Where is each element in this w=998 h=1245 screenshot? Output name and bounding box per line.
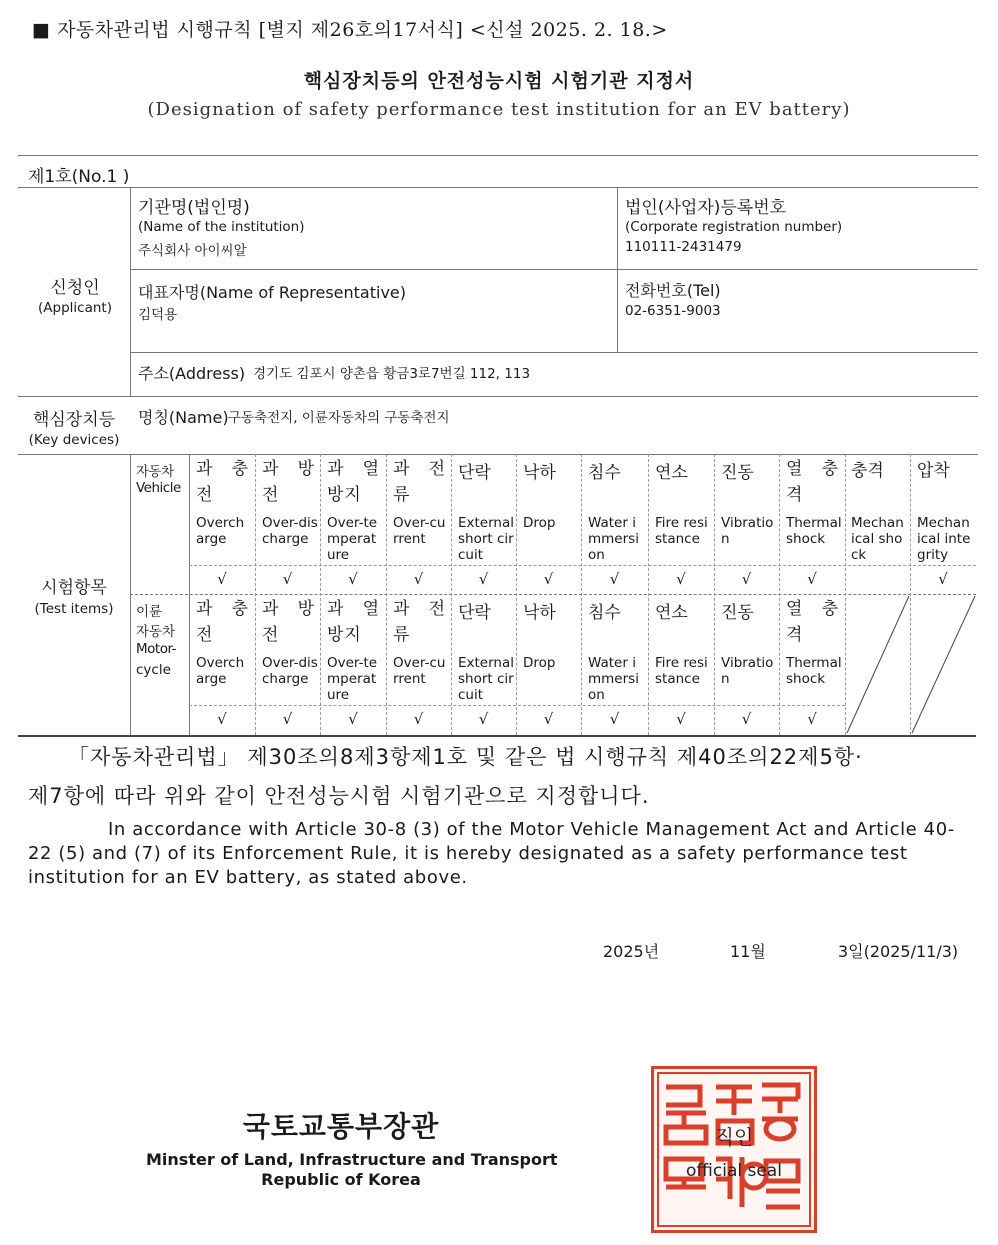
vehicle-item-en: Over-current bbox=[393, 515, 446, 547]
motorcycle-item-en: Water immersion bbox=[588, 655, 639, 703]
vehicle-item-ko: 열 충 격 bbox=[786, 459, 839, 505]
motorcycle-item-en: Over-current bbox=[393, 655, 446, 687]
statement-ko-line2: 제7항에 따라 위와 같이 안전성능시험 시험기관으로 지정합니다. bbox=[28, 784, 650, 808]
corp-reg-label-en: (Corporate registration number) bbox=[625, 219, 843, 235]
form-reference: ■ 자동차관리법 시행규칙 [별지 제26호의17서식] <신설 2025. 2. 18.> bbox=[32, 19, 668, 41]
vehicle-row-label-en: Vehicle bbox=[136, 480, 181, 496]
motorcycle-item-en: Vibration bbox=[721, 655, 774, 687]
vehicle-check-mark: √ bbox=[282, 570, 293, 588]
issuer-title-en: Minster of Land, Infrastructure and Transport bbox=[146, 1150, 558, 1169]
motorcycle-check-mark: √ bbox=[217, 710, 227, 728]
issuer-country: Republic of Korea bbox=[261, 1170, 421, 1189]
motorcycle-row-label-1: 이륜 bbox=[136, 604, 163, 620]
representative-label: 대표자명(Name of Representative) bbox=[138, 283, 407, 302]
corp-reg-label: 법인(사업자)등록번호 bbox=[625, 198, 787, 218]
key-devices-label: 핵심장치등 bbox=[32, 410, 116, 430]
vehicle-check-mark: √ bbox=[609, 570, 620, 588]
vehicle-item-en: Drop bbox=[523, 515, 556, 531]
institution-name-value: 주식회사 아이씨알 bbox=[138, 243, 247, 259]
official-seal bbox=[651, 1066, 817, 1233]
institution-name-label: 기관명(법인명) bbox=[138, 198, 250, 218]
motorcycle-item-ko: 과 방 전 bbox=[262, 599, 315, 645]
motorcycle-item-ko: 과 전 류 bbox=[393, 599, 446, 645]
vehicle-item-en: Water immersion bbox=[588, 515, 639, 563]
motorcycle-item-en: Fire resistance bbox=[655, 655, 708, 687]
device-name-value: 구동축전지, 이륜자동차의 구동축전지 bbox=[228, 410, 450, 426]
vehicle-item-ko: 충격 bbox=[851, 461, 884, 481]
vehicle-check-mark: √ bbox=[807, 570, 817, 588]
date-year: 2025년 bbox=[603, 942, 660, 961]
motorcycle-item-en: Over-discharge bbox=[262, 655, 318, 687]
vehicle-item-ko: 과 방 전 bbox=[262, 459, 315, 505]
motorcycle-item-ko: 침수 bbox=[588, 603, 621, 623]
test-items-label: 시험항목 bbox=[41, 578, 107, 598]
address-label: 주소(Address) bbox=[138, 364, 246, 383]
motorcycle-row-label-3: Motor- bbox=[136, 641, 177, 657]
applicant-section-label: 신청인 bbox=[50, 278, 100, 298]
motorcycle-check-mark: √ bbox=[676, 710, 686, 728]
document-number: 제1호(No.1 ) bbox=[28, 167, 130, 187]
vehicle-check-mark: √ bbox=[413, 570, 424, 588]
address-value: 경기도 김포시 양촌읍 황금3로7번길 112, 113 bbox=[253, 366, 531, 382]
date-day: 3일(2025/11/3) bbox=[838, 942, 959, 961]
date-month: 11월 bbox=[730, 942, 766, 961]
motorcycle-item-ko: 과 충 전 bbox=[196, 599, 249, 645]
motorcycle-row-label-4: cycle bbox=[136, 662, 171, 678]
motorcycle-check-mark: √ bbox=[413, 710, 424, 728]
vehicle-item-ko: 진동 bbox=[721, 463, 754, 483]
motorcycle-check-mark: √ bbox=[609, 710, 620, 728]
tel-label: 전화번호(Tel) bbox=[625, 281, 721, 300]
motorcycle-row-label-2: 자동차 bbox=[136, 624, 176, 640]
vehicle-item-en: Mechanical integrity bbox=[917, 515, 971, 563]
motorcycle-check-mark: √ bbox=[478, 710, 489, 728]
motorcycle-check-mark: √ bbox=[348, 710, 358, 728]
not-applicable-strikes bbox=[845, 594, 977, 735]
vehicle-item-en: Thermal shock bbox=[786, 515, 842, 547]
vehicle-check-mark: √ bbox=[938, 570, 948, 588]
vehicle-item-ko: 과 열 방지 bbox=[327, 459, 380, 505]
tel-value: 02-6351-9003 bbox=[625, 303, 721, 319]
motorcycle-item-en: Thermal shock bbox=[786, 655, 842, 687]
statement-en: In accordance with Article 30-8 (3) of the Motor Vehicle Management Act and Article 40-22 (5) and (7) of its Enforcement Rule, it is hereby designated as a safety performance test institution for an EV battery, as stated above. bbox=[28, 819, 955, 888]
document-subtitle: (Designation of safety performance test institution for an EV battery) bbox=[147, 99, 851, 120]
vehicle-check-mark: √ bbox=[348, 570, 358, 588]
motorcycle-item-ko: 과 열 방지 bbox=[327, 599, 380, 645]
vehicle-item-ko: 연소 bbox=[655, 463, 688, 483]
seal-label-ko: 직인 bbox=[714, 1125, 754, 1149]
motorcycle-item-ko: 단락 bbox=[458, 603, 491, 623]
vehicle-item-en: Vibration bbox=[721, 515, 774, 547]
motorcycle-item-ko: 낙하 bbox=[523, 603, 556, 623]
issuer-title: 국토교통부장관 bbox=[242, 1110, 440, 1143]
motorcycle-item-en: Overcharge bbox=[196, 655, 245, 687]
motorcycle-item-ko: 진동 bbox=[721, 603, 754, 623]
vehicle-item-en: Over-temperature bbox=[327, 515, 378, 563]
representative-value: 김덕용 bbox=[138, 307, 178, 323]
vehicle-item-en: Fire resistance bbox=[655, 515, 708, 547]
document-title: 핵심장치등의 안전성능시험 시험기관 지정서 bbox=[303, 70, 695, 92]
vehicle-item-en: Over-discharge bbox=[262, 515, 318, 547]
corp-reg-value: 110111-2431479 bbox=[625, 239, 742, 255]
seal-label-en: official seal bbox=[686, 1161, 782, 1181]
motorcycle-item-en: Over-temperature bbox=[327, 655, 378, 703]
vehicle-item-ko: 압착 bbox=[917, 461, 950, 481]
motorcycle-check-mark: √ bbox=[543, 710, 554, 728]
motorcycle-item-en: Drop bbox=[523, 655, 556, 671]
key-devices-label-en: (Key devices) bbox=[28, 432, 120, 448]
vehicle-item-en: External short circuit bbox=[458, 515, 515, 563]
vehicle-check-mark: √ bbox=[217, 570, 227, 588]
motorcycle-item-ko: 열 충 격 bbox=[786, 599, 839, 645]
device-name-label: 명칭(Name) bbox=[138, 408, 229, 427]
vehicle-check-mark: √ bbox=[741, 570, 752, 588]
motorcycle-check-mark: √ bbox=[807, 710, 817, 728]
motorcycle-item-ko: 연소 bbox=[655, 603, 688, 623]
vehicle-item-en: Mechanical shock bbox=[851, 515, 904, 563]
vehicle-item-ko: 단락 bbox=[458, 463, 491, 483]
applicant-section-label-en: (Applicant) bbox=[38, 300, 112, 316]
vehicle-item-ko: 낙하 bbox=[523, 463, 556, 483]
statement-ko-line1: 「자동차관리법」 제30조의8제3항제1호 및 같은 법 시행규칙 제40조의22제5항· bbox=[68, 745, 863, 769]
motorcycle-check-mark: √ bbox=[282, 710, 293, 728]
vehicle-item-ko: 침수 bbox=[588, 463, 621, 483]
vehicle-row-label: 자동차 bbox=[136, 464, 174, 480]
motorcycle-check-mark: √ bbox=[741, 710, 752, 728]
vehicle-check-mark: √ bbox=[478, 570, 489, 588]
vehicle-item-en: Overcharge bbox=[196, 515, 245, 547]
test-items-label-en: (Test items) bbox=[34, 601, 114, 617]
vehicle-item-ko: 과 전 류 bbox=[393, 459, 446, 505]
vehicle-check-mark: √ bbox=[543, 570, 554, 588]
vehicle-check-mark: √ bbox=[676, 570, 686, 588]
vehicle-item-ko: 과 충 전 bbox=[196, 459, 249, 505]
institution-name-label-en: (Name of the institution) bbox=[138, 219, 305, 235]
motorcycle-item-en: External short circuit bbox=[458, 655, 515, 703]
